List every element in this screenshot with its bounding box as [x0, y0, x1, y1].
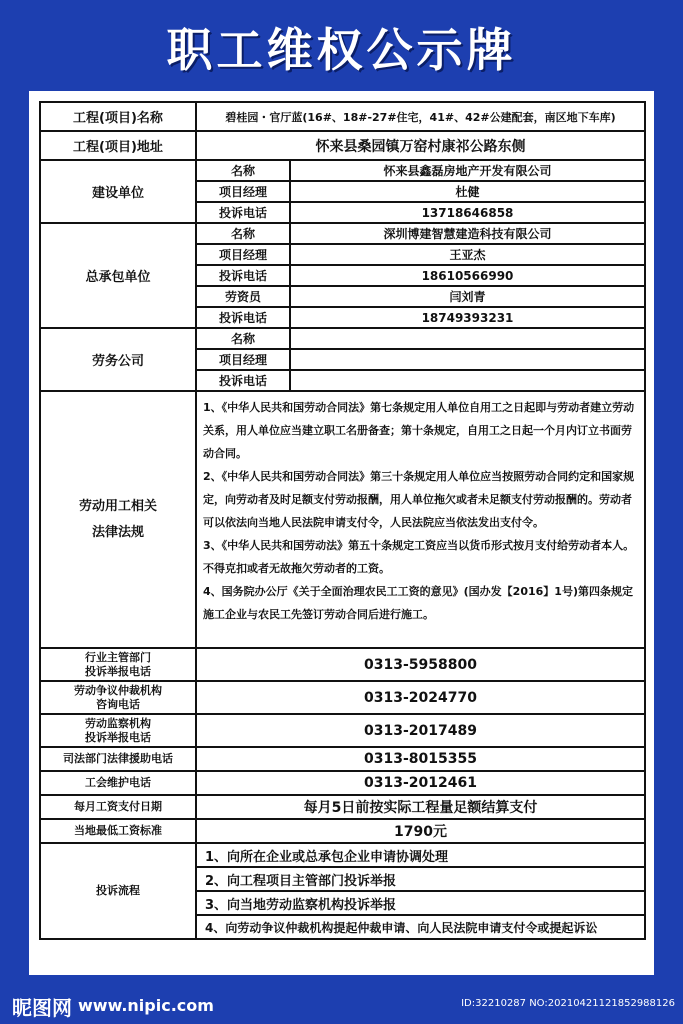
hotline-label-line2: 投诉举报电话 [85, 730, 151, 744]
hotline-label-line1: 劳动监察机构 [85, 716, 151, 730]
hotline-row [40, 714, 645, 747]
union-label: 工会维护电话 [40, 771, 196, 795]
contractor-row-value: 深圳博建智慧建造科技有限公司 [290, 223, 645, 244]
labor-company-row-value [290, 370, 645, 391]
legal-aid-row [40, 747, 645, 771]
contractor-row-value: 18610566990 [290, 265, 645, 286]
min-wage-label: 当地最低工资标准 [40, 819, 196, 843]
laws-content [196, 391, 645, 648]
law-item: 1、《中华人民共和国劳动合同法》第七条规定用人单位自用工之日起即与劳动者建立劳动关系，用人单位应当建立职工名册备查；第十条规定，自用工之日起一个月内订立书面劳动合同。 [203, 401, 635, 460]
page-title: 职工维权公示牌 [166, 23, 517, 77]
labor-company-label: 劳务公司 [40, 328, 196, 391]
complaint-step: 1、向所在企业或总承包企业申请协调处理 [196, 843, 645, 867]
hotline-label [40, 648, 196, 681]
watermark-footer [0, 988, 683, 1024]
contractor-row-value: 18749393231 [290, 307, 645, 328]
law-item: 2、《中华人民共和国劳动合同法》第三十条规定用人单位应当按照劳动合同约定和国家规定，向劳动者及时足额支付劳动报酬，用人单位拖欠或者未足额支付劳动报酬的。劳动者可以依法向当地人民法院申请支付令，人民法院应当依法发出支付令。 [203, 470, 635, 529]
info-table [39, 101, 646, 940]
builder-label: 建设单位 [40, 160, 196, 223]
hotline-label [40, 681, 196, 714]
site-url: www.nipic.com [78, 996, 214, 1015]
laws-row [40, 391, 645, 648]
laws-label-line2: 法律法规 [91, 524, 144, 540]
labor-company-row-label: 投诉电话 [196, 370, 290, 391]
contractor-row-label: 劳资员 [196, 286, 290, 307]
project-address-value: 怀来县桑园镇万窑村康祁公路东侧 [196, 131, 645, 160]
law-item: 4、国务院办公厅《关于全面治理农民工工资的意见》(国办发【2016】1号)第四条规定施工企业与农民工先签订劳动合同后进行施工。 [203, 585, 633, 621]
project-name-label: 工程(项目)名称 [40, 102, 196, 131]
hotline-row [40, 681, 645, 714]
builder-row-value: 怀来县鑫磊房地产开发有限公司 [290, 160, 645, 181]
builder-row [40, 160, 645, 181]
builder-row-value: 13718646858 [290, 202, 645, 223]
hotline-row [40, 648, 645, 681]
notice-board [29, 91, 654, 975]
site-logo: 昵图网 [12, 996, 72, 1020]
labor-company-row [40, 328, 645, 349]
contractor-row [40, 223, 645, 244]
complaint-step: 4、向劳动争议仲裁机构提起仲裁申请、向人民法院申请支付令或提起诉讼 [196, 915, 645, 939]
pay-date-label: 每月工资支付日期 [40, 795, 196, 819]
pay-date-row [40, 795, 645, 819]
union-row [40, 771, 645, 795]
hotline-value: 0313-2017489 [196, 714, 645, 747]
contractor-row-label: 投诉电话 [196, 265, 290, 286]
contractor-label: 总承包单位 [40, 223, 196, 328]
union-value: 0313-2012461 [196, 771, 645, 795]
min-wage-row [40, 819, 645, 843]
legal-aid-label: 司法部门法律援助电话 [40, 747, 196, 771]
labor-company-row-value [290, 349, 645, 370]
project-name-value: 碧桂园・官厅蓝(16#、18#-27#住宅，41#、42#公建配套，南区地下车库) [196, 102, 645, 131]
builder-row-label: 投诉电话 [196, 202, 290, 223]
laws-label-line1: 劳动用工相关 [78, 498, 157, 514]
min-wage-value: 1790元 [196, 819, 645, 843]
law-item: 3、《中华人民共和国劳动法》第五十条规定工资应当以货币形式按月支付给劳动者本人。不得克扣或者无故拖欠劳动者的工资。 [203, 539, 635, 575]
builder-row-label: 名称 [196, 160, 290, 181]
complaint-step-row [40, 843, 645, 867]
pay-date-value: 每月5日前按实际工程量足额结算支付 [196, 795, 645, 819]
labor-company-row-label: 项目经理 [196, 349, 290, 370]
complaint-label: 投诉流程 [40, 843, 196, 939]
complaint-step: 3、向当地劳动监察机构投诉举报 [196, 891, 645, 915]
laws-label [40, 391, 196, 648]
project-name-row [40, 102, 645, 131]
project-address-row [40, 131, 645, 160]
contractor-row-value: 闫刘青 [290, 286, 645, 307]
project-address-label: 工程(项目)地址 [40, 131, 196, 160]
hotline-label-line1: 行业主管部门 [85, 650, 151, 664]
contractor-row-label: 名称 [196, 223, 290, 244]
complaint-step: 2、向工程项目主管部门投诉举报 [196, 867, 645, 891]
legal-aid-value: 0313-8015355 [196, 747, 645, 771]
builder-row-value: 杜健 [290, 181, 645, 202]
hotline-label [40, 714, 196, 747]
hotline-value: 0313-5958800 [196, 648, 645, 681]
hotline-label-line1: 劳动争议仲裁机构 [74, 683, 162, 697]
contractor-row-label: 项目经理 [196, 244, 290, 265]
contractor-row-value: 王亚杰 [290, 244, 645, 265]
labor-company-row-label: 名称 [196, 328, 290, 349]
hotline-label-line2: 咨询电话 [96, 697, 140, 711]
labor-company-row-value [290, 328, 645, 349]
hotline-value: 0313-2024770 [196, 681, 645, 714]
image-id-text: ID:32210287 NO:20210421121852988126 [461, 998, 675, 1009]
builder-row-label: 项目经理 [196, 181, 290, 202]
contractor-row-label: 投诉电话 [196, 307, 290, 328]
hotline-label-line2: 投诉举报电话 [85, 664, 151, 678]
